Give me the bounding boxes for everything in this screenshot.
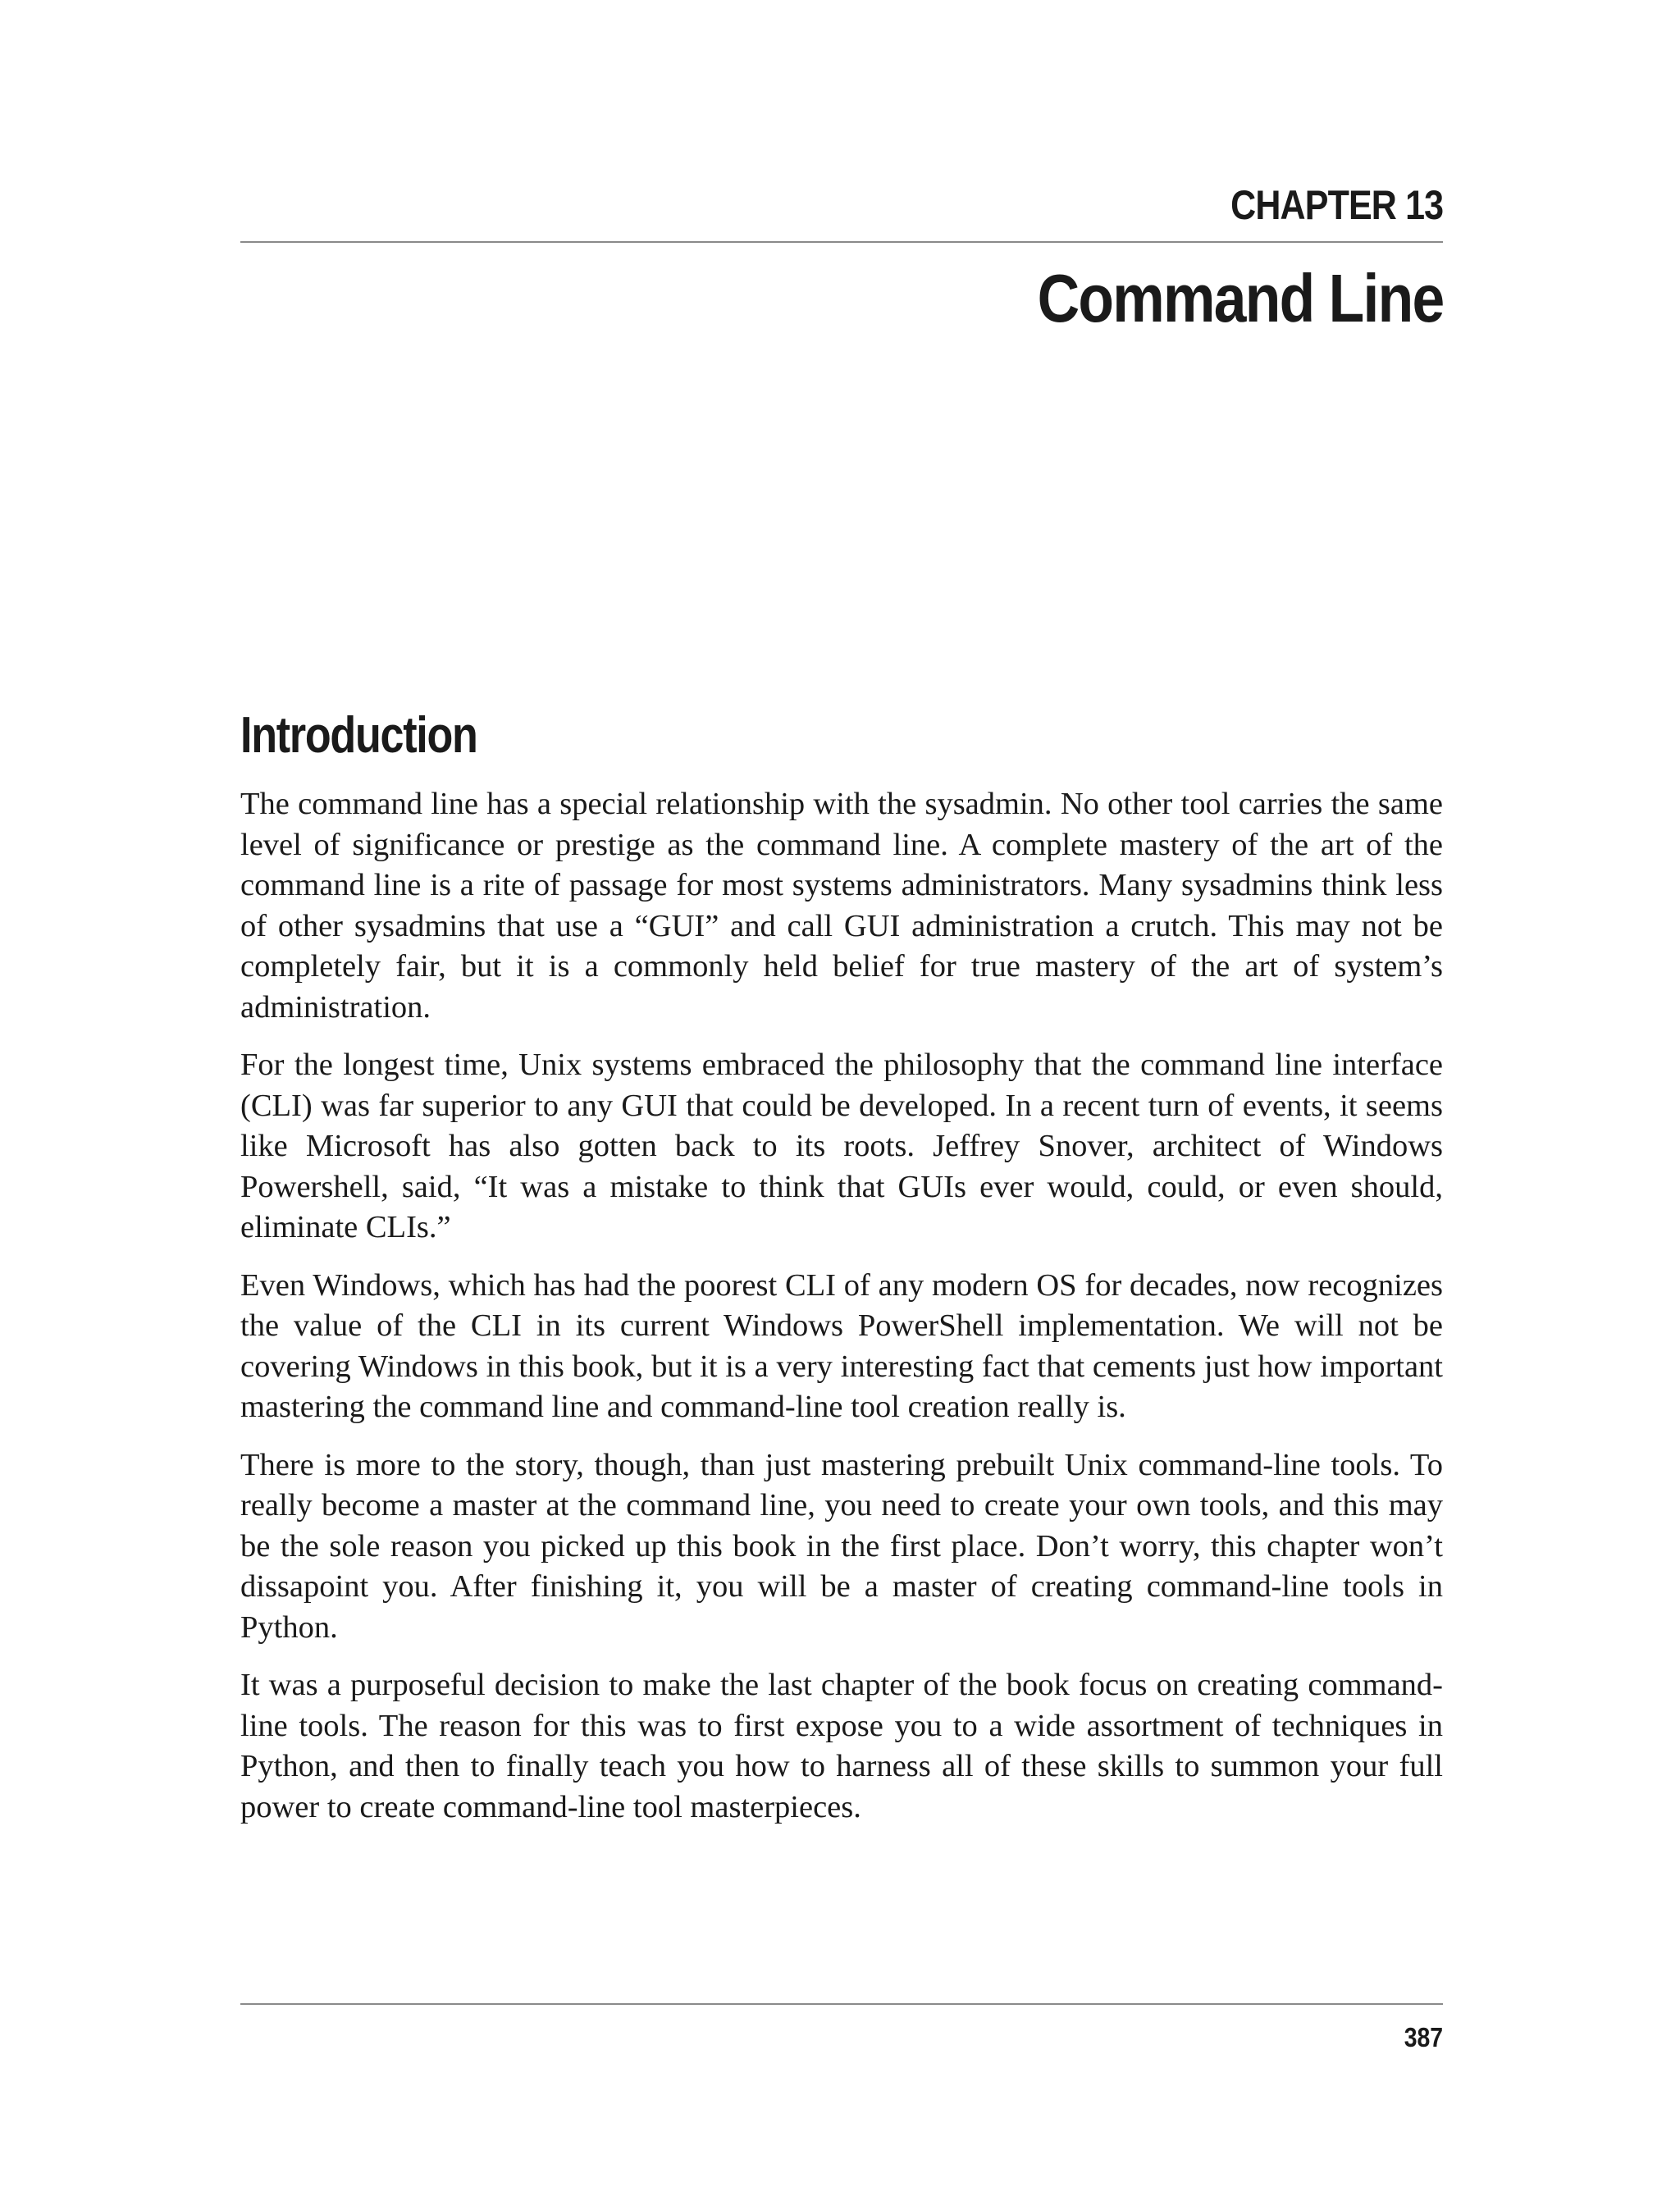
page-number: 387: [1404, 2022, 1443, 2052]
chapter-divider: [240, 241, 1443, 243]
footer-divider: [240, 2003, 1443, 2005]
paragraph: The command line has a special relationship with the sysadmin. No other tool carries the same level of significance or prestige as the command line. A complete mastery of the art of the command line is a rite of passage for most systems administrators. Many sysadmins think less of other sysadmins that use a “GUI” and call GUI administration a crutch. This may not be completely fair, but it is a commonly held belief for true mastery of the art of system’s administration.: [240, 787, 1443, 1025]
chapter-title: Command Line: [1037, 260, 1443, 336]
chapter-label: CHAPTER 13: [1230, 182, 1443, 228]
section-heading: Introduction: [240, 707, 477, 764]
paragraph: It was a purposeful decision to make the last chapter of the book focus on creating command-line tools. The reason for this was to first expose you to a wide assortment of techniques in Python, and then to finally teach you how to harness all of these skills to summon your full power to create command-line tool masterpieces.: [240, 1668, 1443, 1824]
paragraph: For the longest time, Unix systems embraced the philosophy that the command line interface (CLI) was far superior to any GUI that could be developed. In a recent turn of events, it seems like Microsoft has also gotten back to its roots. Jeffrey Snover, architect of Windows Powershell, said, “It was a mistake to think that GUIs ever would, could, or even should, eliminate CLIs.”: [240, 1048, 1443, 1244]
paragraph: Even Windows, which has had the poorest CLI of any modern OS for decades, now recognizes the value of the CLI in its current Windows PowerShell implementation. We will not be covering Windows in this book, but it is a very interesting fact that cements just how important mastering the command line and command-line tool creation really is.: [240, 1267, 1443, 1424]
body-text: [240, 784, 1443, 1845]
paragraph: There is more to the story, though, than just mastering prebuilt Unix command-line tools. To really become a master at the command line, you need to create your own tools, and this may be the sole reason you picked up this book in the first place. Don’t worry, this chapter won’t dissapoint you. After finishing it, you will be a master of creating command-line tools in Python.: [240, 1447, 1443, 1645]
